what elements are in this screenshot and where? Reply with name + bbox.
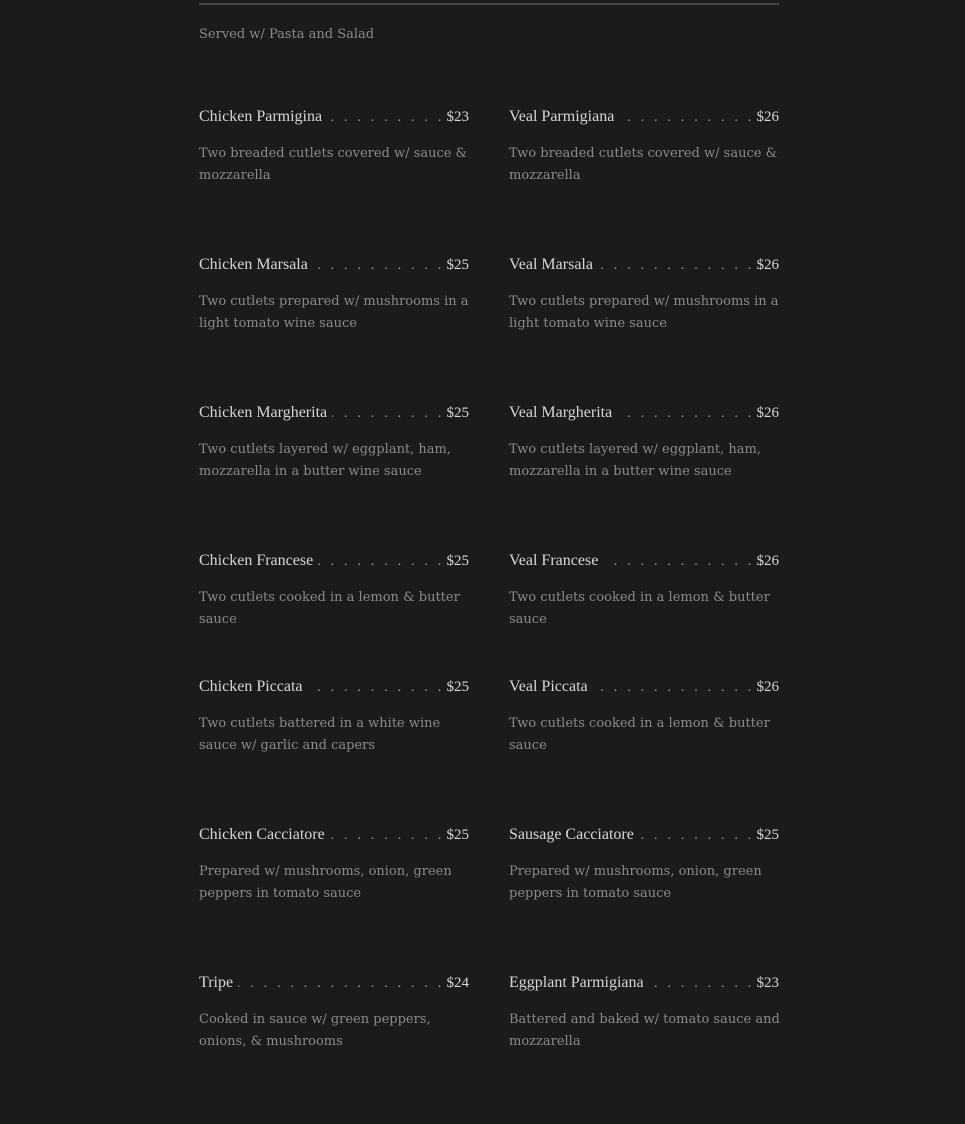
dot-leader xyxy=(330,828,445,844)
menu-item xyxy=(509,678,779,757)
dot-leader xyxy=(238,976,444,992)
menu-item-price: $26 xyxy=(756,405,779,421)
menu-item-name: Veal Marsala xyxy=(509,256,593,273)
menu-item-description: Two cutlets prepared w/ mushrooms in a light tomato wine sauce xyxy=(509,294,779,331)
menu-item-name: Chicken Cacciatore xyxy=(199,826,325,843)
menu-item-description: Two breaded cutlets covered w/ sauce & mozzarella xyxy=(509,146,778,183)
menu-item xyxy=(199,974,469,1053)
menu-item-name: Chicken Francese xyxy=(199,552,314,569)
menu-item-name: Chicken Parmigina xyxy=(199,108,323,125)
menu-item xyxy=(509,826,779,905)
menu-item-description: Two cutlets layered w/ eggplant, ham, mozzarella in a butter wine sauce xyxy=(199,442,452,479)
menu-item-price: $25 xyxy=(446,405,469,421)
dot-leader xyxy=(313,258,445,274)
menu-item xyxy=(509,974,779,1053)
dot-leader xyxy=(649,976,755,992)
menu-item xyxy=(199,404,469,483)
menu-item-name: Tripe xyxy=(199,974,234,991)
menu-item-description: Prepared w/ mushrooms, onion, green peppers in tomato sauce xyxy=(199,864,452,901)
section-subtitle: Served w/ Pasta and Salad xyxy=(199,27,375,42)
menu-item-name: Sausage Cacciatore xyxy=(509,826,634,843)
menu-item xyxy=(509,108,779,187)
dot-leader xyxy=(332,406,444,422)
menu-item-description: Cooked in sauce w/ green peppers, onions, & mushrooms xyxy=(199,1012,431,1049)
menu-item xyxy=(199,826,469,905)
menu-item-name: Veal Parmigiana xyxy=(509,108,615,125)
menu-item-name: Veal Piccata xyxy=(509,678,588,695)
menu-item xyxy=(199,552,469,631)
menu-item-name: Chicken Marsala xyxy=(199,256,308,273)
menu-item xyxy=(509,256,779,335)
dot-leader xyxy=(639,828,755,844)
dot-leader xyxy=(619,110,754,126)
menu-item xyxy=(199,108,469,187)
menu-item-price: $23 xyxy=(756,975,779,991)
menu-item-price: $25 xyxy=(446,679,469,695)
menu-item-name: Veal Margherita xyxy=(509,404,613,421)
menu-item-description: Two cutlets cooked in a lemon & butter sauce xyxy=(509,590,770,627)
dot-leader xyxy=(593,680,755,696)
menu-item xyxy=(509,552,779,631)
menu-item-price: $25 xyxy=(446,257,469,273)
menu-item-price: $26 xyxy=(756,679,779,695)
menu-item-description: Two breaded cutlets covered w/ sauce & mozzarella xyxy=(199,146,468,183)
menu-item-price: $26 xyxy=(756,257,779,273)
dot-leader xyxy=(603,554,754,570)
menu-item-description: Two cutlets layered w/ eggplant, ham, mozzarella in a butter wine sauce xyxy=(509,442,762,479)
menu-item-price: $23 xyxy=(446,109,469,125)
menu-item-price: $25 xyxy=(446,553,469,569)
menu-item-description: Two cutlets cooked in a lemon & butter sauce xyxy=(199,590,460,627)
menu-item-description: Battered and baked w/ tomato sauce and mozzarella xyxy=(509,1012,780,1049)
menu-item-price: $24 xyxy=(446,975,469,991)
menu-item-description: Prepared w/ mushrooms, onion, green peppers in tomato sauce xyxy=(509,864,762,901)
menu-item-price: $26 xyxy=(756,109,779,125)
menu-item-price: $25 xyxy=(446,827,469,843)
menu-item-name: Eggplant Parmigiana xyxy=(509,974,644,991)
dot-leader xyxy=(318,554,444,570)
top-divider xyxy=(199,3,779,5)
menu-item-description: Two cutlets battered in a white wine sauce w/ garlic and capers xyxy=(199,716,441,753)
dot-leader xyxy=(617,406,754,422)
menu-item-name: Veal Francese xyxy=(509,552,599,569)
dot-leader xyxy=(327,110,444,126)
menu-item-name: Chicken Piccata xyxy=(199,678,303,695)
dot-leader xyxy=(598,258,755,274)
menu-item-description: Two cutlets cooked in a lemon & butter sauce xyxy=(509,716,770,753)
menu-item xyxy=(199,256,469,335)
menu-item xyxy=(509,404,779,483)
menu-item-price: $25 xyxy=(756,827,779,843)
menu-item-name: Chicken Margherita xyxy=(199,404,328,421)
dot-leader xyxy=(308,680,445,696)
menu-item-description: Two cutlets prepared w/ mushrooms in a light tomato wine sauce xyxy=(199,294,469,331)
menu-item xyxy=(199,678,469,757)
menu-item-price: $26 xyxy=(756,553,779,569)
